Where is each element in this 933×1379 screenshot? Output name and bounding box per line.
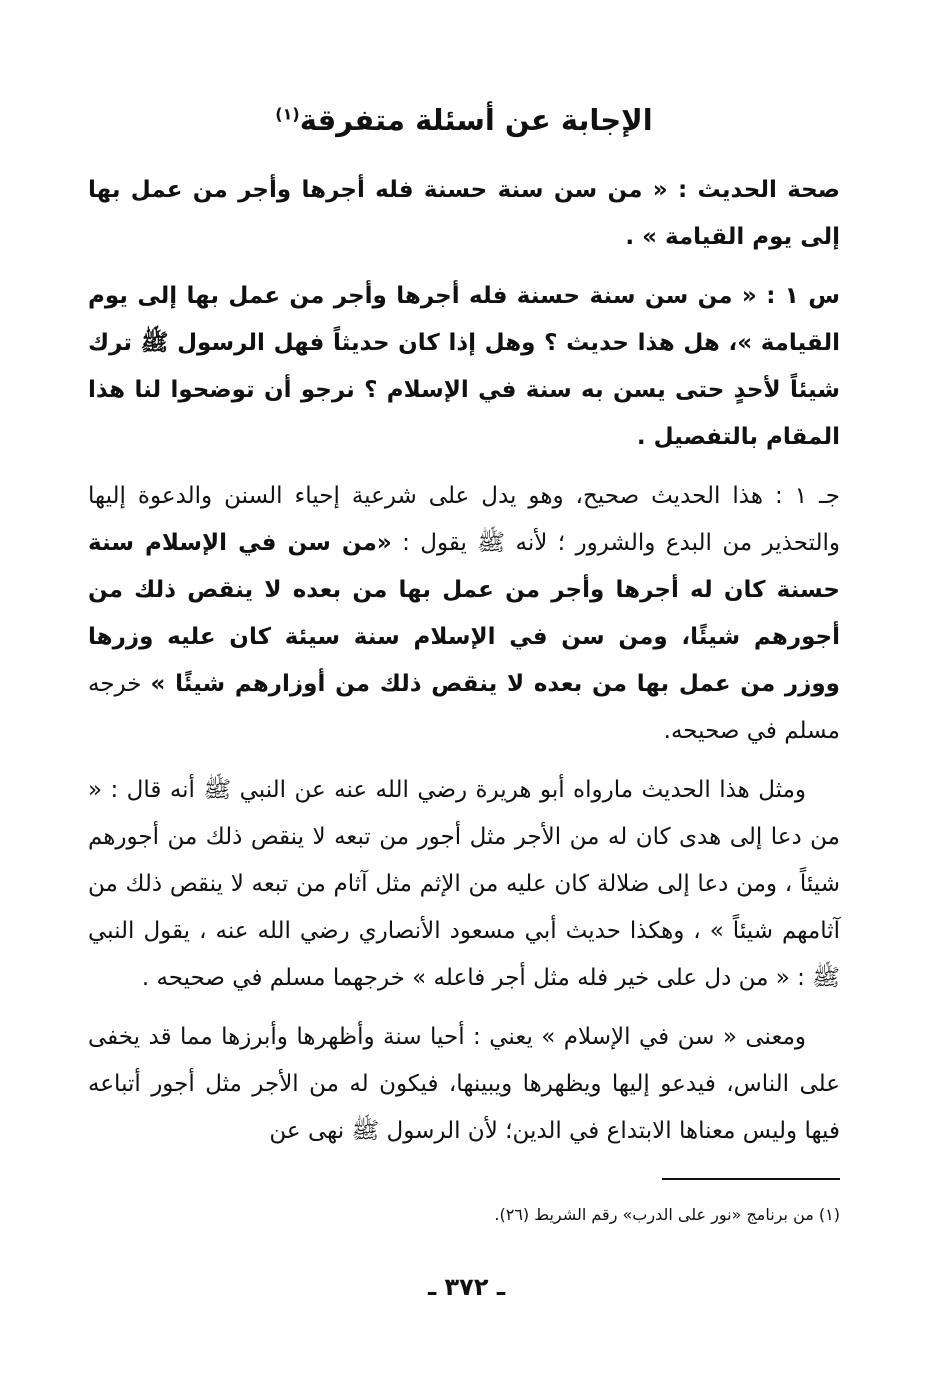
- title-text: الإجابة عن أسئلة متفرقة: [299, 103, 653, 137]
- hadith-heading: صحة الحديث : « من سن سنة حسنة فله أجرها وأجر من عمل بها إلى يوم القيامة » .: [88, 176, 840, 250]
- answer-1-source: خرجه مسلم في صحيحه.: [88, 670, 840, 744]
- paragraph-meaning: ومعنى « سن في الإسلام » يعني : أحيا سنة وأظهرها وأبرزها مما قد يخفى على الناس، فيدعو إليها ويظهرها ويبينها، فيكون له من الأجر مثل أجور أتباعه فيها وليس معناها الابتداع في الدين؛ لأن الرسول ﷺ نهى عن: [88, 1023, 840, 1144]
- title-footnote-ref: (١): [275, 104, 300, 124]
- answer-1-hadith: «من سن في الإسلام سنة حسنة كان له أجرها وأجر من عمل بها من بعده لا ينقص ذلك من أجورهم شيئًا، ومن سن في الإسلام سنة سيئة كان عليه وزرها ووزر من عمل بها من بعده لا ينقص ذلك من أوزارهم شيئًا »: [88, 529, 840, 697]
- footnote-divider: [662, 1178, 840, 1180]
- page-title: [88, 100, 840, 141]
- answer-1-intro: جـ ١ : هذا الحديث صحيح، وهو يدل على شرعية إحياء السنن والدعوة إليها والتحذير من البدع والشرور ؛ لأنه ﷺ يقول :: [88, 482, 841, 556]
- paragraph-similar-hadith: ومثل هذا الحديث مارواه أبو هريرة رضي الله عنه عن النبي ﷺ أنه قال : « من دعا إلى هدى كان له من الأجر مثل أجور من تبعه لا ينقص ذلك من أجورهم شيئاً ، ومن دعا إلى ضلالة كان عليه من الإثم مثل آثام من تبعه لا ينقص ذلك من آثامهم شيئاً » ، وهكذا حديث أبي مسعود الأنصاري رضي الله عنه ، يقول النبي ﷺ : « من دل على خير فله مثل أجر فاعله » خرجهما مسلم في صحيحه .: [88, 776, 840, 991]
- page-number: ـ ٣٧٢ ـ: [427, 1273, 506, 1301]
- page-body: [88, 100, 840, 1155]
- answer-1: [88, 473, 840, 755]
- footnote: (١) من برنامج «نور على الدرب» رقم الشريط (٢٦).: [494, 1205, 840, 1224]
- question-1: س ١ : « من سن سنة حسنة فله أجرها وأجر من عمل بها إلى يوم القيامة »، هل هذا حديث ؟ وهل إذا كان حديثاً فهل الرسول ﷺ ترك شيئاً لأحدٍ حتى يسن به سنة في الإسلام ؟ نرجو أن توضحوا لنا هذا المقام بالتفصيل .: [88, 282, 840, 450]
